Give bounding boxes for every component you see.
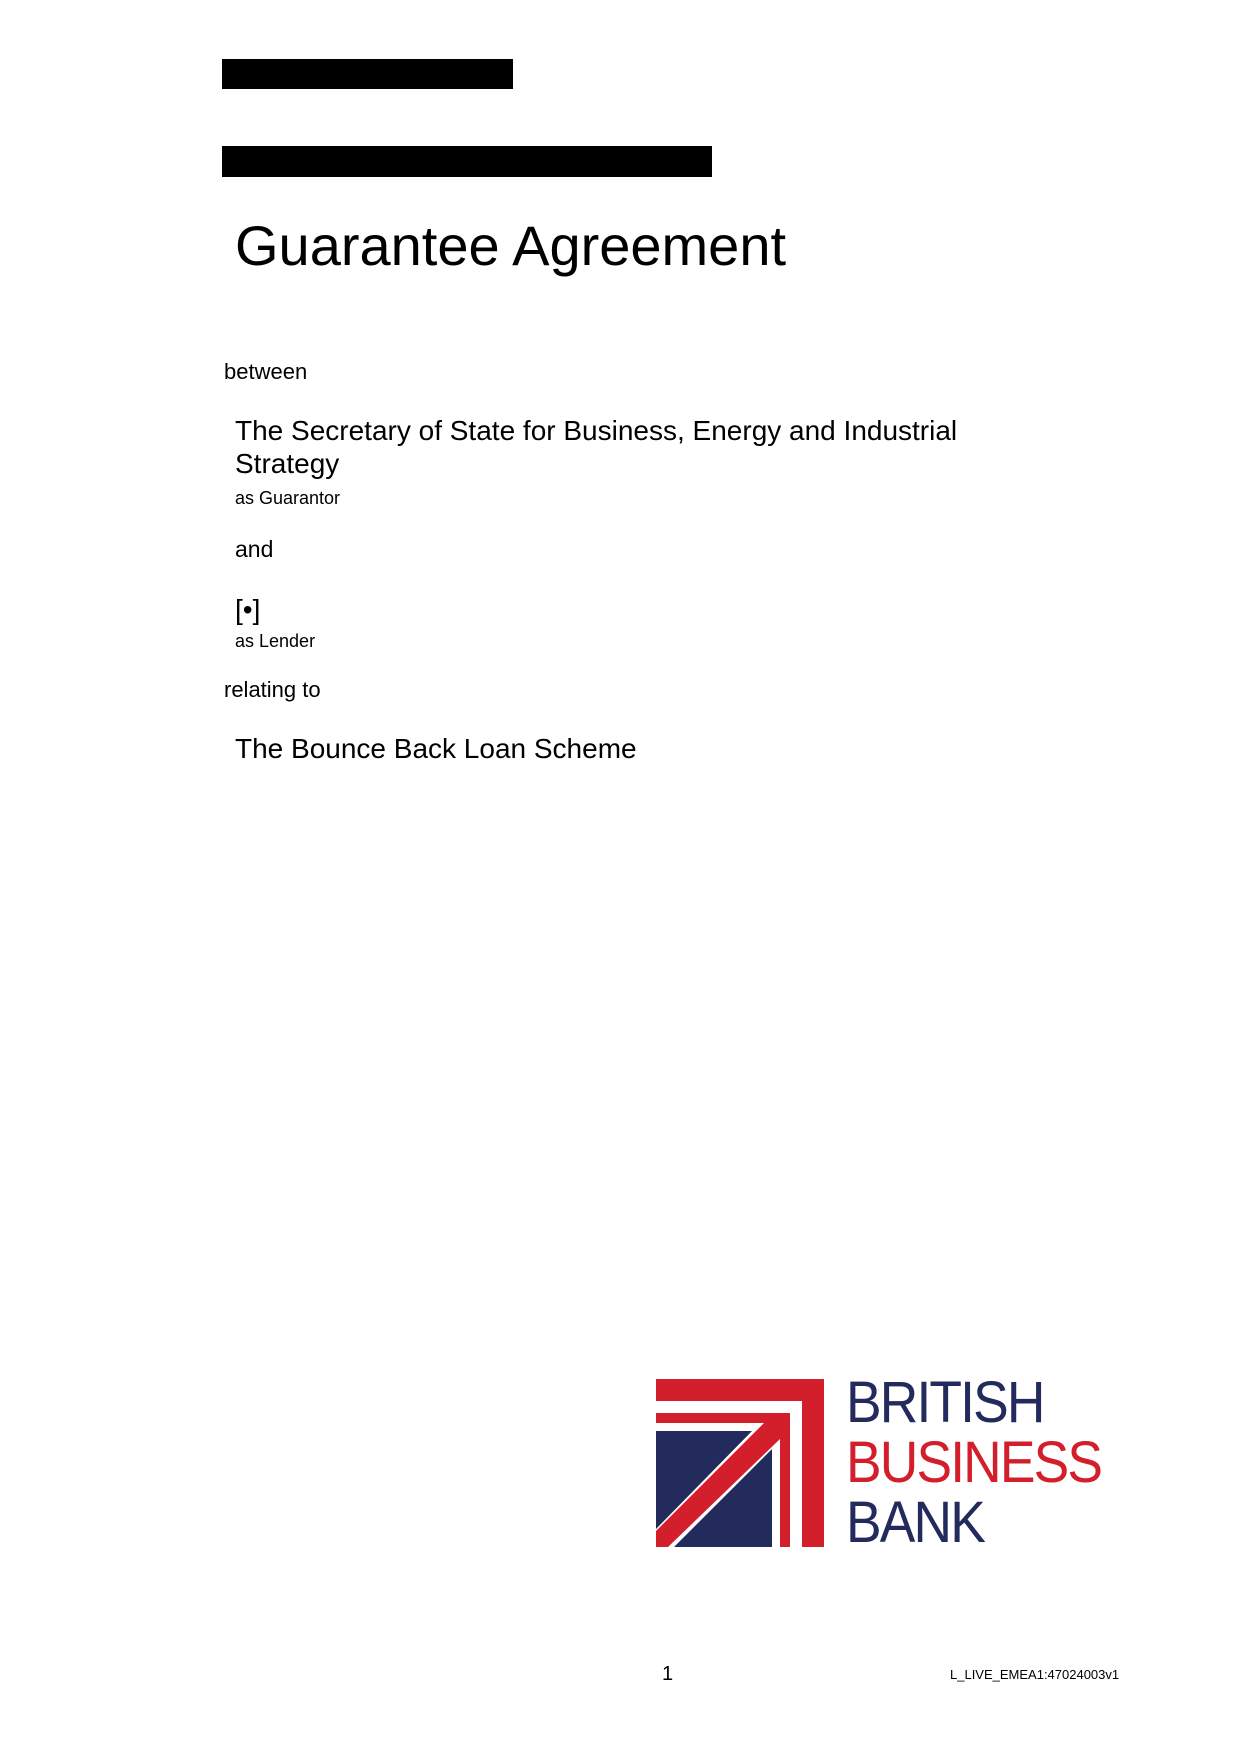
redaction-bar [222, 59, 513, 89]
logo-line-british: BRITISH [846, 1370, 1044, 1435]
logo-line-business: BUSINESS [846, 1430, 1102, 1495]
document-title: Guarantee Agreement [235, 214, 787, 277]
between-label: between [224, 359, 308, 384]
logo-red-right [802, 1379, 824, 1547]
guarantor-role: as Guarantor [235, 488, 341, 508]
logo-red-top [656, 1379, 824, 1401]
logo-line-bank: BANK [846, 1490, 984, 1555]
logo-wordmark [846, 1370, 1102, 1555]
and-label: and [235, 536, 274, 562]
page-number: 1 [662, 1663, 674, 1685]
guarantor-name: The Secretary of State for Business, Energy and Industrial Strategy [235, 415, 958, 479]
document-reference: L_LIVE_EMEA1:47024003v1 [950, 1667, 1120, 1682]
british-business-bank-logo [656, 1370, 1126, 1555]
relating-label: relating to [224, 677, 321, 702]
lender-role: as Lender [235, 631, 316, 651]
redaction-bar [222, 146, 712, 177]
lender-name: [•] [235, 594, 261, 625]
union-flag-logo-icon [656, 1379, 824, 1547]
scheme-name: The Bounce Back Loan Scheme [235, 733, 637, 764]
